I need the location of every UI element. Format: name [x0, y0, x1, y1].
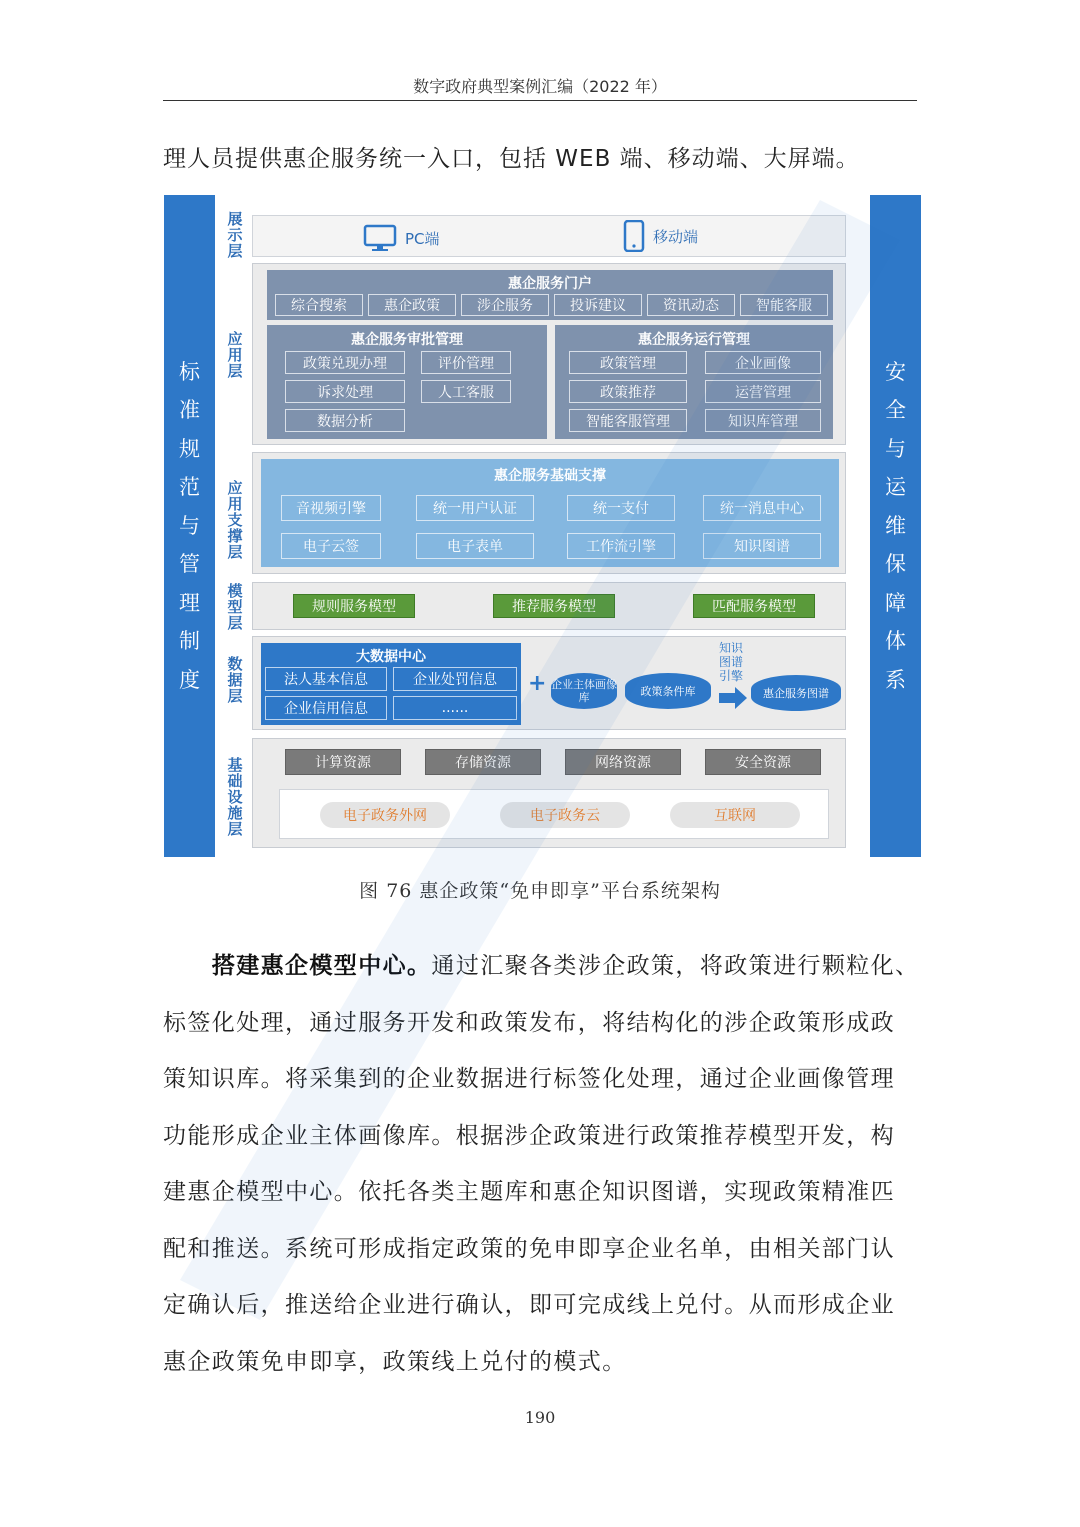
network-cloud: 电子政务云: [500, 802, 630, 828]
network-cloud: 电子政务外网: [320, 802, 450, 828]
bar-char: 全: [885, 398, 906, 423]
approval-item: 诉求处理: [285, 380, 405, 403]
bar-char: 安: [885, 359, 906, 384]
approval-item: 政策兑现办理: [285, 351, 405, 374]
bar-char: 与: [885, 436, 906, 461]
body-paragraph: [163, 938, 921, 1390]
service-graph-cylinder: 惠企服务图谱: [751, 675, 841, 711]
approval-title: 惠企服务审批管理: [351, 332, 463, 348]
operation-title: 惠企服务运行管理: [638, 332, 750, 348]
support-item: 音视频引擎: [281, 495, 381, 521]
infra-resource: 计算资源: [285, 749, 401, 775]
support-item: 统一支付: [567, 495, 675, 521]
bar-char: 保: [885, 552, 906, 577]
para-line: 定确认后，推送给企业进行确认，即可完成线上兑付。从而形成企业: [163, 1292, 895, 1318]
portal-item: 投诉建议: [554, 294, 642, 316]
operation-item: 运营管理: [705, 380, 821, 403]
data-center-title: 大数据中心: [356, 649, 426, 665]
support-item: 电子表单: [416, 533, 534, 559]
layer-label-app: 应 用 层: [227, 330, 243, 380]
big-data-center: [261, 643, 521, 725]
approval-panel: [267, 325, 547, 439]
data-layer: [252, 636, 846, 730]
para-line: 惠企政策免申即享，政策线上兑付的模式。: [163, 1348, 627, 1375]
approval-item: 评价管理: [421, 351, 511, 374]
operation-item: 政策推荐: [569, 380, 687, 403]
intro-text: 理人员提供惠企服务统一入口，包括 WEB 端、移动端、大屏端。: [163, 146, 860, 172]
approval-item: 数据分析: [285, 409, 405, 432]
policy-db-cylinder: 政策条件库: [625, 673, 711, 709]
portal-panel: [267, 270, 833, 320]
portal-item: 智能客服: [740, 294, 828, 316]
running-header: 数字政府典型案例汇编（2022 年）: [413, 77, 667, 96]
data-item: 企业处罚信息: [393, 667, 517, 691]
model-layer: [252, 582, 846, 630]
application-layer: [252, 263, 846, 445]
para-line: 配和推送。系统可形成指定政策的免申即享企业名单，由相关部门认: [163, 1235, 895, 1262]
model-item: 匹配服务模型: [693, 594, 815, 618]
bar-char: 与: [179, 513, 200, 538]
operation-item: 政策管理: [569, 351, 687, 374]
pc-label: PC端: [405, 229, 440, 248]
pc-terminal: [363, 224, 440, 252]
bar-char: 准: [179, 398, 200, 423]
bar-char: 制: [179, 629, 200, 654]
support-item: 工作流引擎: [567, 533, 675, 559]
bar-char: 度: [179, 667, 200, 692]
model-item: 规则服务模型: [293, 594, 415, 618]
layer-label-support: 应 用 支 撑 层: [227, 479, 243, 561]
para-line: 建惠企模型中心。依托各类主题库和惠企知识图谱，实现政策精准匹: [163, 1179, 895, 1205]
para-text: 通过汇聚各类涉企政策，将政策进行颗粒化、: [431, 953, 920, 979]
architecture-figure: [164, 195, 921, 857]
infra-resource: 存储资源: [425, 749, 541, 775]
para-line: 策知识库。将采集到的企业数据进行标签化处理，通过企业画像管理: [163, 1066, 895, 1092]
layer-label-infra: 基 础 设 施 层: [227, 756, 243, 838]
kg-engine-label: 知识 图谱 引擎: [719, 641, 744, 683]
para-lead: 搭建惠企模型中心。: [211, 953, 432, 979]
layer-label-model: 模 型 层: [227, 582, 243, 632]
operation-item: 企业画像: [705, 351, 821, 374]
bar-char: 范: [179, 475, 200, 500]
model-item: 推荐服务模型: [493, 594, 615, 618]
operation-item: 智能客服管理: [569, 409, 687, 432]
para-line-1: [163, 938, 921, 995]
operation-panel: [555, 325, 833, 439]
mobile-label: 移动端: [653, 227, 699, 246]
bar-char: 障: [885, 590, 906, 615]
data-item: 企业信用信息: [265, 696, 387, 720]
bar-char: 体: [885, 629, 906, 654]
infra-resource: 安全资源: [705, 749, 821, 775]
para-line: 标签化处理，通过服务开发和政策发布，将结构化的涉企政策形成政: [163, 1009, 895, 1036]
page-number: 190: [524, 1408, 556, 1427]
network-cloud: 互联网: [670, 802, 800, 828]
phone-icon: [623, 220, 645, 252]
approval-item: 人工客服: [421, 380, 511, 403]
support-panel: [261, 459, 839, 567]
support-title: 惠企服务基础支撑: [494, 468, 606, 484]
para-line: 功能形成企业主体画像库。根据涉企政策进行政策推荐模型开发，构: [163, 1122, 895, 1149]
bar-char: 标: [179, 359, 200, 384]
standards-bar: [164, 195, 215, 857]
mobile-terminal: [623, 220, 698, 252]
support-item: 电子云签: [281, 533, 381, 559]
support-layer: [252, 452, 846, 574]
bar-char: 理: [179, 590, 200, 615]
data-item: ......: [393, 696, 517, 720]
portal-item: 涉企服务: [461, 294, 549, 316]
network-panel: [279, 789, 829, 839]
figure-caption: 图 76 惠企政策“免申即享”平台系统架构: [359, 880, 721, 902]
operation-item: 知识库管理: [705, 409, 821, 432]
bar-char: 系: [885, 667, 906, 692]
bar-char: 维: [885, 513, 906, 538]
infra-resource: 网络资源: [565, 749, 681, 775]
layer-label-display: 展 示 层: [227, 210, 243, 260]
portal-title: 惠企服务门户: [508, 276, 592, 292]
monitor-icon: [363, 224, 397, 252]
support-item: 知识图谱: [703, 533, 821, 559]
header-rule: [163, 100, 917, 101]
bar-char: 规: [179, 436, 200, 461]
arrow-right-icon: [719, 687, 747, 709]
support-item: 统一用户认证: [416, 495, 534, 521]
portal-item: 惠企政策: [368, 294, 456, 316]
layer-label-data: 数 据 层: [227, 655, 243, 705]
portrait-db-cylinder: 企业主体画像库: [551, 673, 617, 709]
bar-char: 运: [885, 475, 906, 500]
display-layer: [252, 215, 846, 257]
bar-char: 管: [179, 552, 200, 577]
security-bar: [870, 195, 921, 857]
plus-sign: +: [528, 671, 547, 696]
portal-item: 资讯动态: [647, 294, 735, 316]
portal-item: 综合搜索: [275, 294, 363, 316]
infrastructure-layer: [252, 738, 846, 848]
support-item: 统一消息中心: [703, 495, 821, 521]
data-item: 法人基本信息: [265, 667, 387, 691]
